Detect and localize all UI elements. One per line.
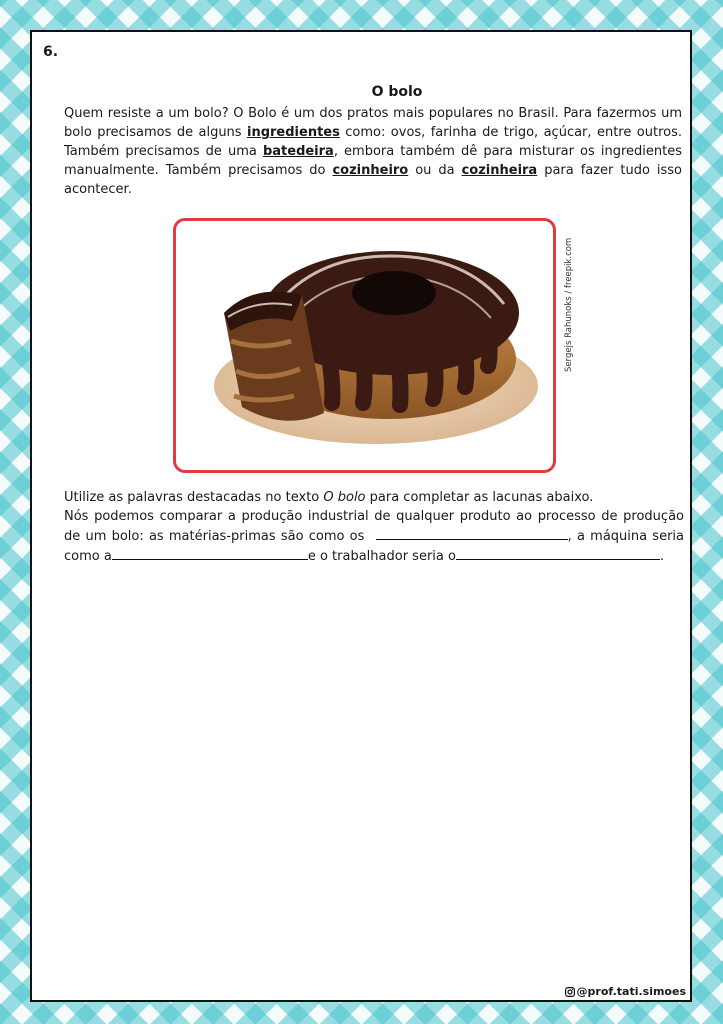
highlight-word: cozinheira bbox=[461, 163, 538, 178]
paragraph-text: ou da bbox=[408, 163, 462, 178]
question-number: 6. bbox=[43, 44, 59, 60]
highlight-word: ingredientes bbox=[247, 125, 340, 140]
highlight-word: cozinheiro bbox=[332, 163, 409, 178]
footer-handle: @prof.tati.simoes bbox=[576, 985, 686, 998]
blank-line-3[interactable] bbox=[456, 546, 660, 560]
sentence-text: Nós podemos comparar a produção industrial de qualquer produto ao processo de produção de um bolo: as matérias-primas são como os bbox=[64, 509, 684, 544]
blank-line-2[interactable] bbox=[112, 546, 308, 560]
sentence-text: e o trabalhador seria o bbox=[307, 549, 456, 564]
highlight-word: batedeira bbox=[262, 144, 334, 159]
sentence-text: , a máquina seria como a bbox=[64, 529, 684, 564]
worksheet-page bbox=[30, 30, 692, 1002]
blank-line-1[interactable] bbox=[376, 526, 568, 540]
instruction bbox=[64, 488, 684, 507]
instruction-text: para completar as lacunas abaixo. bbox=[365, 490, 594, 505]
cake-illustration bbox=[176, 221, 553, 470]
paragraph-text: para fazer tudo isso acontecer. bbox=[64, 163, 682, 197]
exercise-block bbox=[64, 488, 684, 566]
text-title: O bolo bbox=[371, 84, 423, 100]
fill-in-sentence bbox=[64, 507, 684, 566]
cake-photo bbox=[173, 218, 556, 473]
paragraph-text: como: ovos, farinha de trigo, açúcar, entre outros. Também precisamos de uma bbox=[64, 125, 682, 159]
cake-hole bbox=[352, 271, 436, 315]
sentence-text: . bbox=[659, 549, 665, 564]
instagram-icon bbox=[565, 987, 575, 997]
footer-credit bbox=[565, 985, 686, 998]
image-credit: Sergejs Rahunoks / freepik.com bbox=[564, 237, 574, 372]
instruction-text: Utilize as palavras destacadas no texto bbox=[64, 490, 324, 505]
reading-paragraph bbox=[64, 104, 682, 199]
instruction-italic: O bolo bbox=[323, 490, 366, 505]
paragraph-text: , embora também dê para misturar os ingredientes manualmente. Também precisamos do bbox=[64, 144, 682, 178]
paragraph-text: Quem resiste a um bolo? O Bolo é um dos pratos mais populares no Brasil. Para fazermos um bolo precisamos de alguns bbox=[64, 106, 682, 140]
